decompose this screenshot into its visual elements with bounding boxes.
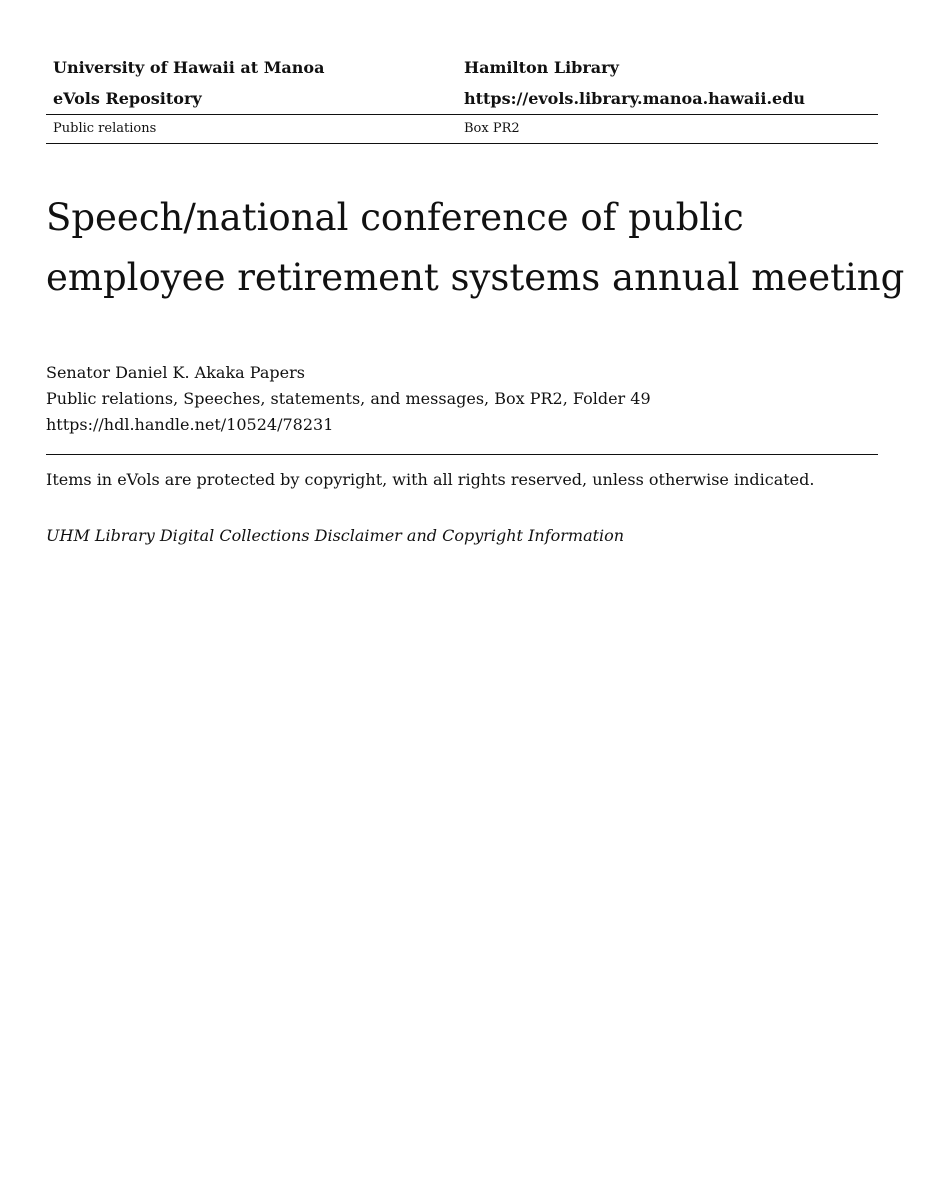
series-label: Public relations <box>53 121 157 136</box>
library-name: Hamilton Library <box>464 58 619 77</box>
handle-link[interactable]: https://hdl.handle.net/10524/78231 <box>46 415 334 434</box>
institution-name: University of Hawaii at Manoa <box>53 58 325 77</box>
title-line-1: Speech/national conference of public <box>46 196 744 239</box>
folder-location: Public relations, Speeches, statements, and messages, Box PR2, Folder 49 <box>46 389 651 408</box>
document-title <box>46 188 916 308</box>
disclaimer-link[interactable]: UHM Library Digital Collections Disclaimer and Copyright Information <box>46 526 625 545</box>
repository-url[interactable]: https://evols.library.manoa.hawaii.edu <box>464 89 806 108</box>
header-block <box>46 52 878 144</box>
repository-name: eVols Repository <box>53 89 202 108</box>
header-rule-bottom <box>46 143 878 144</box>
header-row-1 <box>46 52 878 83</box>
copyright-notice: Items in eVols are protected by copyright, with all rights reserved, unless otherwise indicated. <box>46 470 815 489</box>
title-line-2: employee retirement systems annual meeting <box>46 256 905 299</box>
collection-name: Senator Daniel K. Akaka Papers <box>46 363 305 382</box>
box-label: Box PR2 <box>464 121 520 136</box>
header-row-3 <box>46 115 878 143</box>
section-divider <box>46 454 878 455</box>
document-metadata <box>46 360 878 438</box>
header-row-2 <box>46 83 878 114</box>
